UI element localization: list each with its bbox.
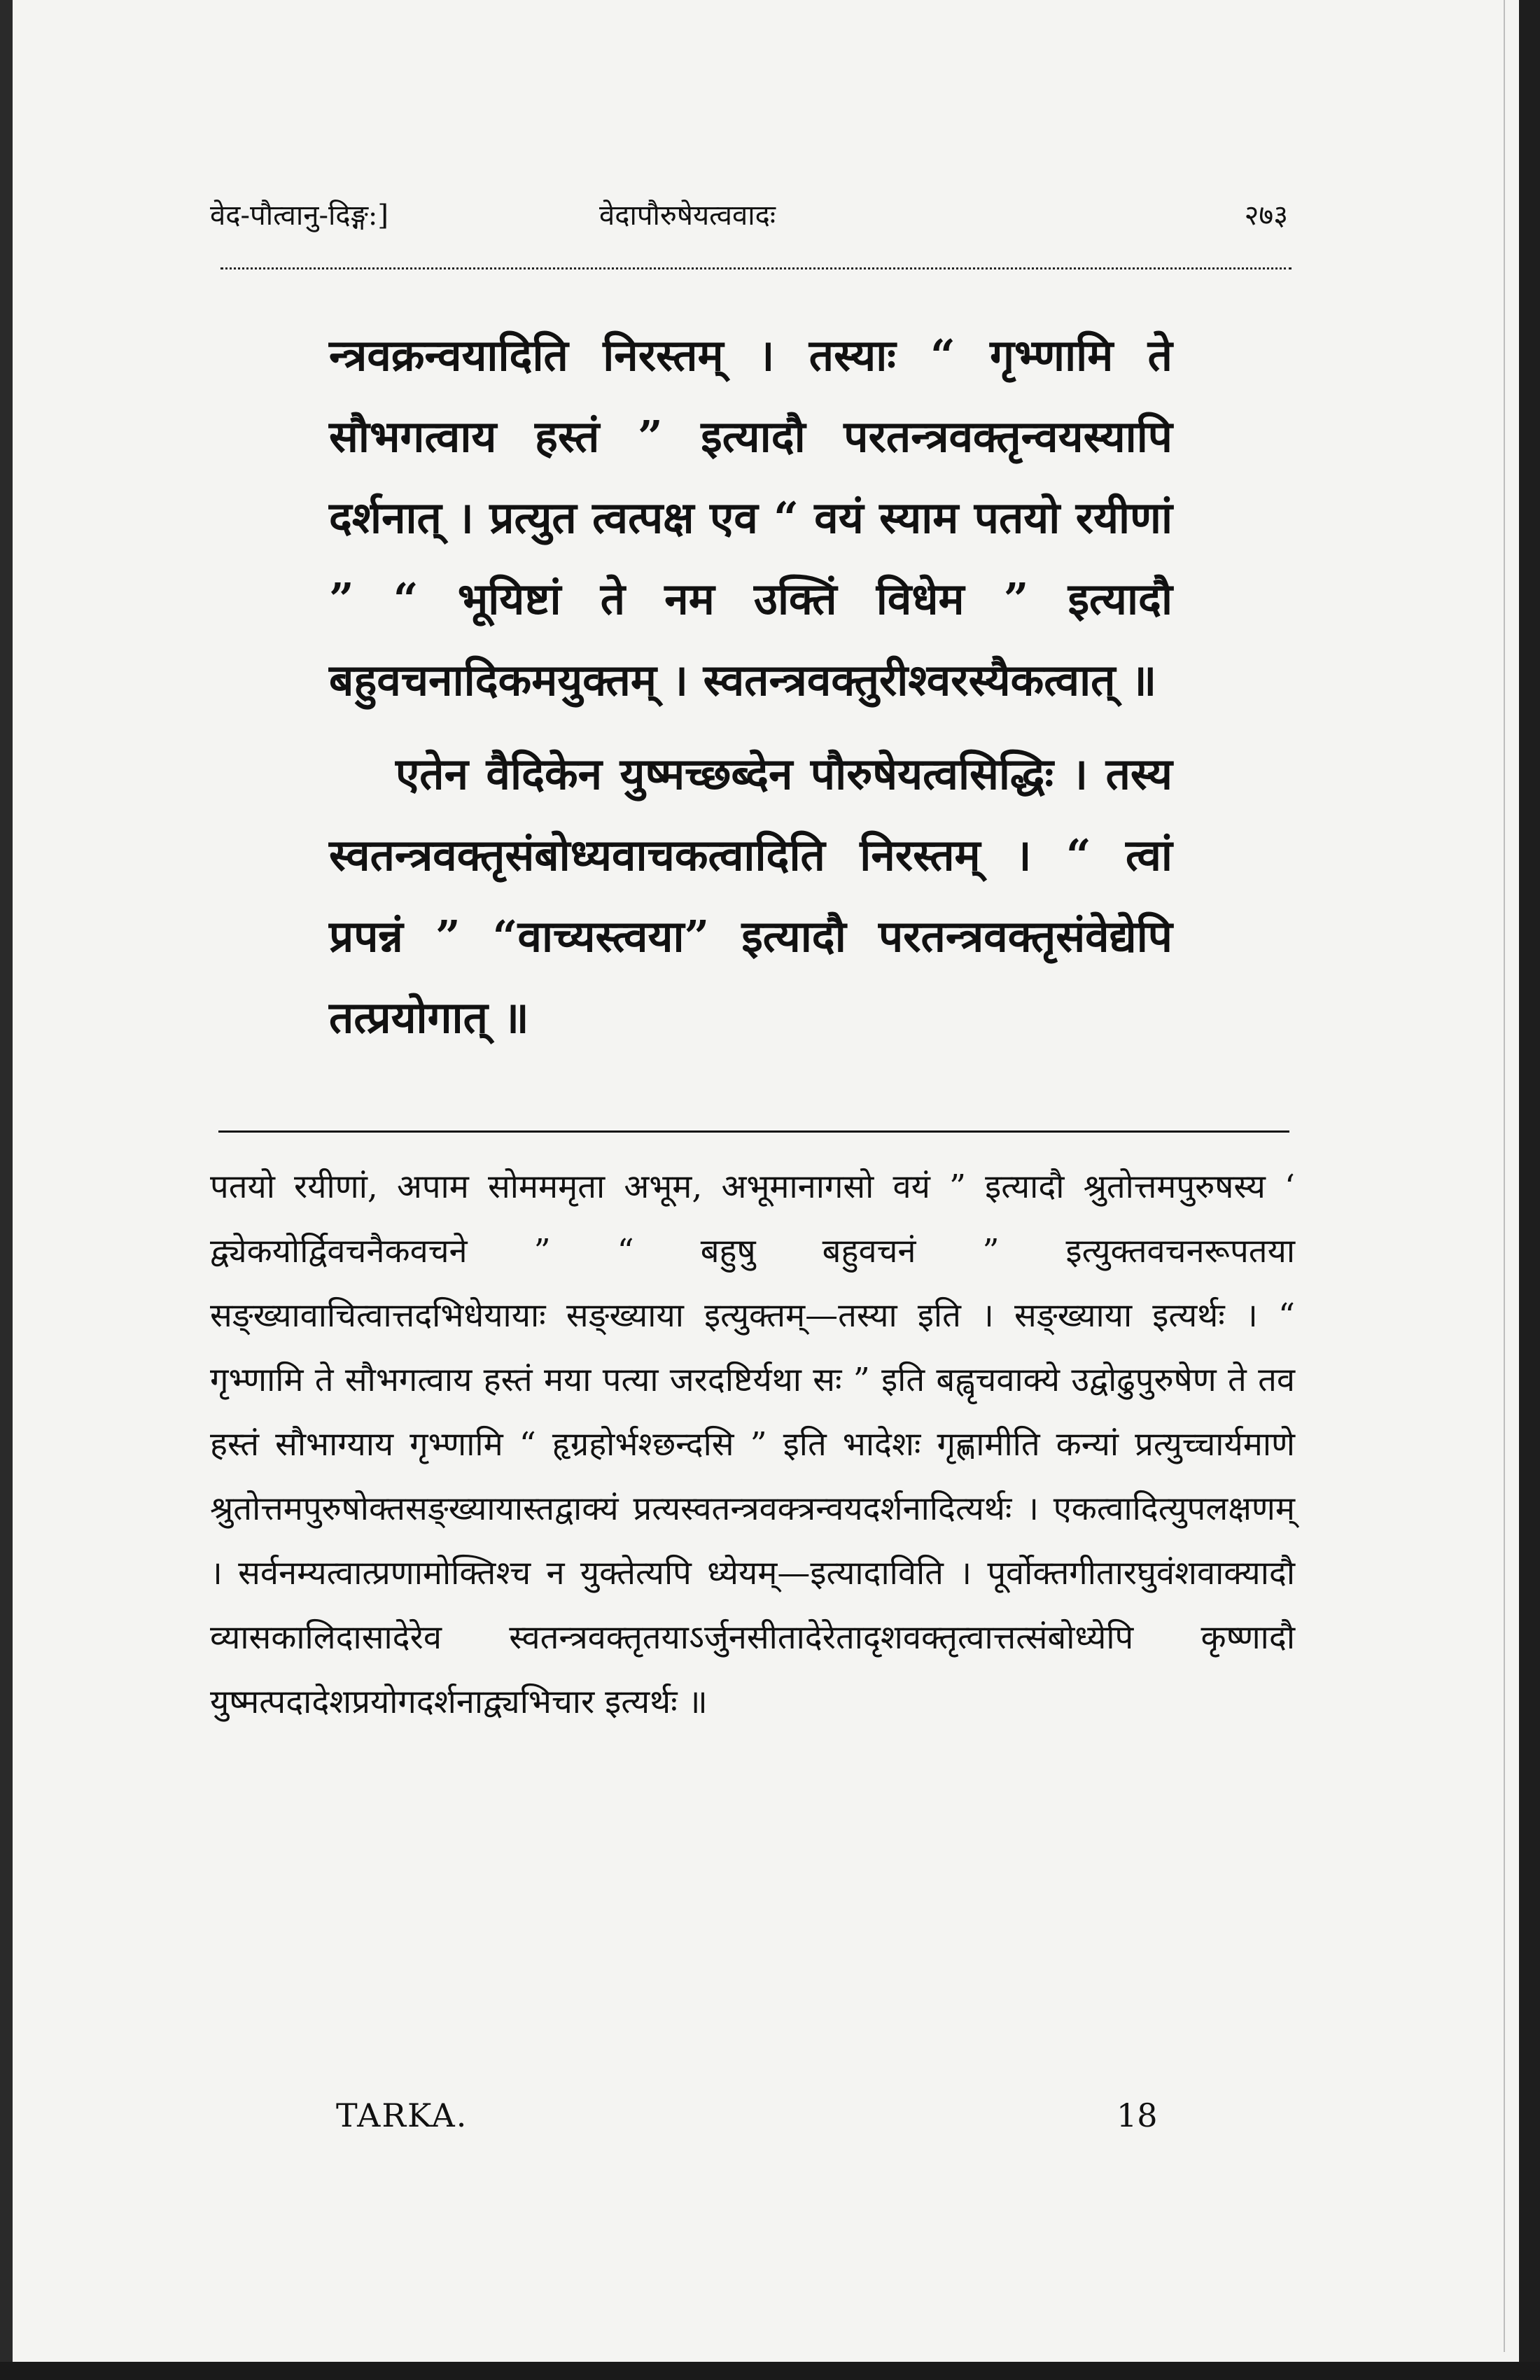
signature-mark: TARKA. <box>336 2096 468 2134</box>
main-paragraph-1: न्त्रवक्रन्वयादिति निरस्तम् । तस्याः “ गृभ्णामि ते सौभगत्वाय हस्तं ” इत्यादौ परतन्त्रवक्तृन्वयस्यापि दर्शनात् । प्रत्युत त्वत्पक्ष एव “ वयं स्याम पतयो रयीणां ” “ भूयिष्टां ते नम उक्तिं विधेम ” इत्यादौ बहुवचनादिकमयुक्तम् । स्वतन्त्रवक्तुरीश्वरस्यैकत्वात् ॥ <box>329 330 1172 706</box>
main-paragraph-2: एतेन वैदिकेन युष्मच्छब्देन पौरुषेयत्वसिद्धिः । तस्य स्वतन्त्रवक्तृसंबोध्यवाचकत्वादिति निरस्तम् । “ त्वां प्रपन्नं ” “वाच्यस्त्वया” इत्यादौ परतन्त्रवक्तृसंवेद्येपि तत्प्रयोगात् ॥ <box>329 748 1172 1043</box>
header-title: वेदापौरुषेयत्ववादः <box>599 200 776 232</box>
page-footer <box>336 2096 1176 2146</box>
footnote-text: पतयो रयीणां, अपाम सोमममृता अभूम, अभूमानागसो वयं ” इत्यादौ श्रुतोत्तमपुरुषस्य ‘ द्व्येकयोर्द्विवचनैकवचने ” “ बहुषु बहुवचनं ” इत्युक्तवचनरूपतया सङ्ख्यावाचित्वात्तदभिधेयायाः सङ्ख्याया इत्युक्तम्—तस्या इति । सङ्ख्याया इत्यर्थः । “ गृभ्णामि ते सौभगत्वाय हस्तं मया पत्या जरदष्टिर्यथा सः ” इति बह्वृचवाक्ये उद्वोढुपुरुषेण ते तव हस्तं सौभाग्याय गृभ्णामि “ हृग्रहोर्भश्छन्दसि ” इति भादेशः गृह्णामीति कन्यां प्रत्युच्चार्यमाणे श्रुतोत्तमपुरुषोक्तसङ्ख्यायास्तद्वाक्यं प्रत्यस्वतन्त्रवक्त्रन्वयदर्शनादित्यर्थः । एकत्वादित्युपलक्षणम् । सर्वनम्यत्वात्प्रणामोक्तिश्च न युक्तेत्यपि ध्येयम्—इत्यादाविति । पूर्वोक्तगीतारघुवंशवाक्यादौ व्यासकालिदासादेरेव स्वतन्त्रवक्तृतयाऽर्जुनसीतादेरेतादृशवक्तृत्वात्तत्संबोध्येपि कृष्णादौ युष्मत्पदादेशप्रयोगदर्शनाद्व्यभिचार इत्यर्थः ॥ <box>210 1168 1295 1721</box>
header-rule <box>220 267 1292 270</box>
running-header <box>210 195 1288 244</box>
footnote-rule <box>218 1130 1289 1133</box>
main-text <box>329 315 1172 1058</box>
page-edge-bottom <box>0 2362 1540 2380</box>
page-number: २७३ <box>1244 200 1288 232</box>
page-edge-left <box>0 0 13 2380</box>
header-left: वेद-पौत्वानु-दिङ्ग:] <box>210 200 388 232</box>
footnote <box>210 1155 1295 1735</box>
binding-line <box>1504 0 1505 2352</box>
page-edge-right <box>1519 0 1540 2380</box>
signature-number: 18 <box>1116 2096 1158 2134</box>
